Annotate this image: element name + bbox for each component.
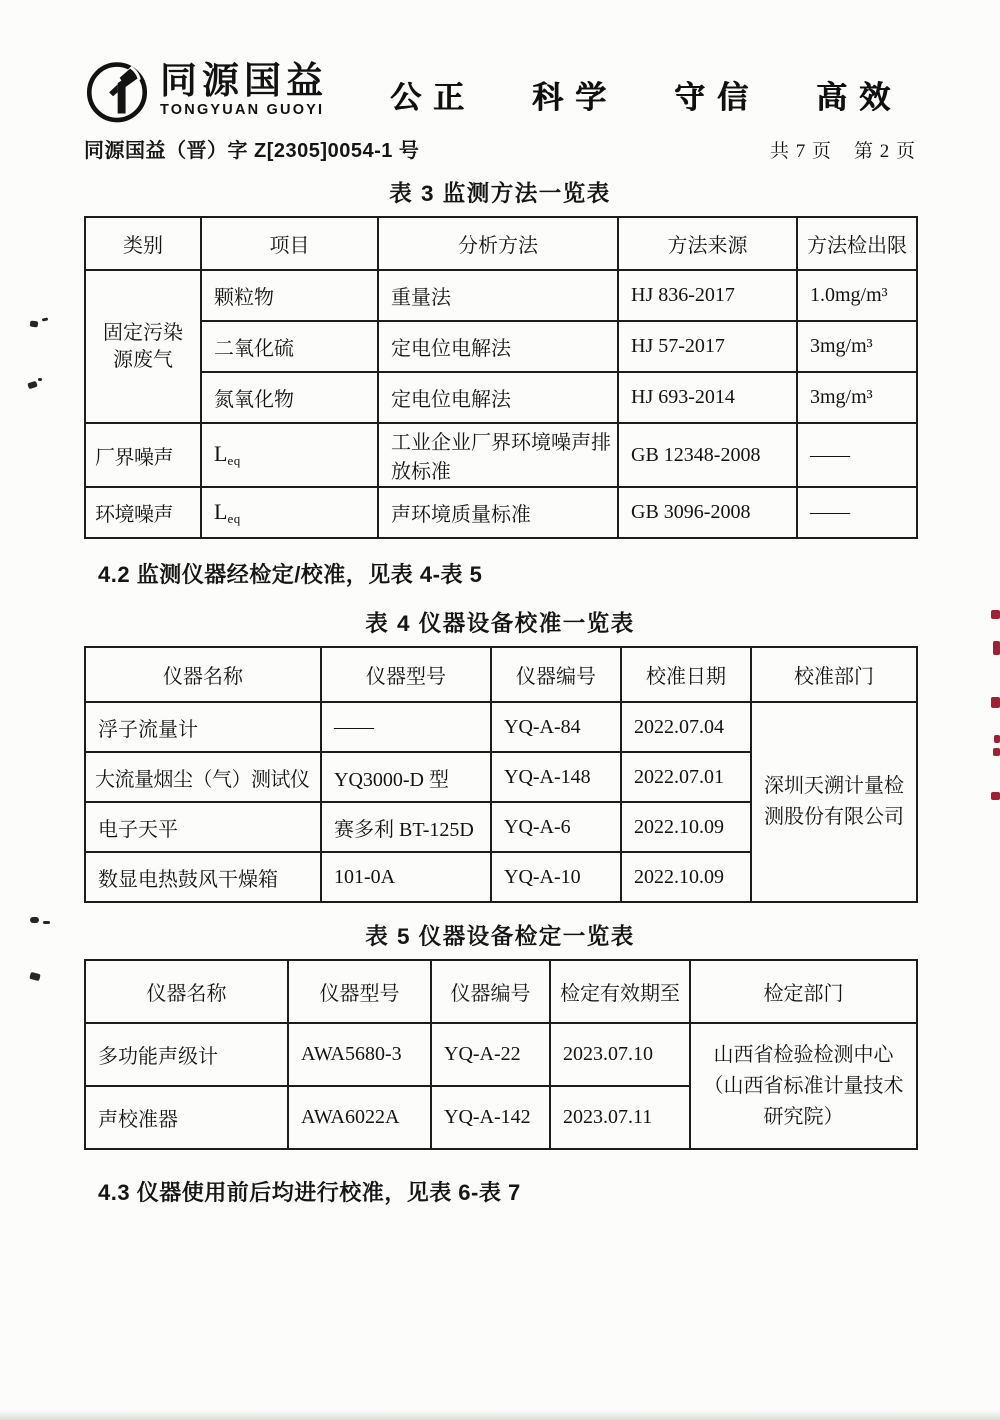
- method-cell: 定电位电解法: [378, 321, 618, 372]
- calibration-department-cell: 深圳天溯计量检 测股份有限公司: [751, 702, 917, 902]
- scan-speck: [30, 917, 39, 923]
- table-row: [85, 487, 917, 538]
- item-cell: 颗粒物: [201, 270, 378, 321]
- col-method: 分析方法: [378, 217, 618, 270]
- category-group-cell: 固定污染 源废气: [85, 270, 201, 423]
- table-row: [85, 321, 917, 372]
- scan-bottom-edge: [0, 1410, 1000, 1420]
- name-cell: 多功能声级计: [85, 1023, 288, 1086]
- report-header: [84, 58, 916, 124]
- red-stamp-fragment: [993, 748, 1000, 756]
- name-cell: 数显电热鼓风干燥箱: [85, 852, 321, 902]
- col-category: 类别: [85, 217, 201, 270]
- limit-cell: ——: [797, 487, 917, 538]
- table5-title: 表 5 仪器设备检定一览表: [365, 924, 635, 949]
- source-cell: HJ 57-2017: [618, 321, 797, 372]
- date-cell: 2022.07.01: [621, 752, 751, 802]
- sn-cell: YQ-A-6: [491, 802, 621, 852]
- source-cell: GB 12348-2008: [618, 423, 797, 487]
- limit-cell: 3mg/m³: [797, 372, 917, 423]
- date-cell: 2023.07.11: [550, 1086, 690, 1149]
- date-cell: 2022.07.04: [621, 702, 751, 752]
- scan-speck: [29, 972, 40, 981]
- brand-name-en: TONGYUAN GUOYI: [160, 102, 325, 118]
- page-current: 第 2 页: [853, 141, 916, 162]
- brand-name-cn: 同源国益: [160, 60, 328, 101]
- table-row: [85, 372, 917, 423]
- red-stamp-fragment: [994, 735, 1000, 743]
- sn-cell: YQ-A-22: [431, 1023, 550, 1086]
- method-cell: 重量法: [378, 270, 618, 321]
- table5-header-row: [85, 960, 917, 1023]
- limit-cell: ——: [797, 423, 917, 487]
- section-4-2: 4.2 监测仪器经检定/校准，见表 4-表 5: [98, 562, 483, 587]
- date-cell: 2022.10.09: [621, 802, 751, 852]
- source-cell: HJ 836-2017: [618, 270, 797, 321]
- category-cell: 厂界噪声: [85, 423, 201, 487]
- red-stamp-fragment: [991, 792, 1000, 800]
- company-logo: [84, 58, 150, 124]
- sn-cell: YQ-A-84: [491, 702, 621, 752]
- slogan-efficiency: 高效: [816, 80, 902, 115]
- name-cell: 浮子流量计: [85, 702, 321, 752]
- section-4-3: 4.3 仪器使用前后均进行校准，见表 6-表 7: [98, 1180, 521, 1205]
- param-cell: $L_{eq}$: [201, 487, 378, 538]
- scan-speck: [38, 378, 42, 381]
- doc-number: 同源国益（晋）字 Z[2305]0054-1 号: [84, 140, 420, 162]
- source-cell: GB 3096-2008: [618, 487, 797, 538]
- col-limit: 方法检出限: [797, 217, 917, 270]
- table-row: [85, 702, 917, 752]
- name-cell: 声校准器: [85, 1086, 288, 1149]
- table4-calibration-list: [84, 646, 918, 903]
- source-cell: HJ 693-2014: [618, 372, 797, 423]
- col-instrument-model: 仪器型号: [321, 647, 491, 702]
- sn-cell: YQ-A-10: [491, 852, 621, 902]
- model-cell: YQ3000-D 型: [321, 752, 491, 802]
- col-instrument-name: 仪器名称: [85, 647, 321, 702]
- table3-title: 表 3 监测方法一览表: [389, 181, 611, 206]
- slogan-fairness: 公正: [390, 80, 476, 115]
- table4-header-row: [85, 647, 917, 702]
- date-cell: 2022.10.09: [621, 852, 751, 902]
- method-cell: 定电位电解法: [378, 372, 618, 423]
- scan-speck: [27, 381, 37, 389]
- item-cell: 二氧化硫: [201, 321, 378, 372]
- scan-speck: [30, 320, 39, 327]
- name-cell: 大流量烟尘（气）测试仪: [85, 752, 321, 802]
- category-cell: 环境噪声: [85, 487, 201, 538]
- col-calibration-dept: 校准部门: [751, 647, 917, 702]
- col-instrument-model: 仪器型号: [288, 960, 431, 1023]
- red-stamp-fragment: [991, 610, 1000, 619]
- model-cell: AWA6022A: [288, 1086, 431, 1149]
- red-stamp-fragment: [991, 697, 1000, 708]
- tongyuan-circle-one-logo-icon: [84, 58, 150, 124]
- col-item: 项目: [201, 217, 378, 270]
- limit-cell: 3mg/m³: [797, 321, 917, 372]
- pages-total: 共 7 页: [769, 141, 832, 162]
- date-cell: 2023.07.10: [550, 1023, 690, 1086]
- limit-cell: 1.0mg/m³: [797, 270, 917, 321]
- table3-monitoring-methods: [84, 216, 918, 539]
- model-cell: AWA5680-3: [288, 1023, 431, 1086]
- col-verification-dept: 检定部门: [690, 960, 917, 1023]
- sn-cell: YQ-A-148: [491, 752, 621, 802]
- doc-number-line: [84, 134, 916, 163]
- slogan-science: 科学: [532, 80, 618, 115]
- col-verification-expiry: 检定有效期至: [550, 960, 690, 1023]
- table-row: [85, 1023, 917, 1086]
- red-stamp-fragment: [993, 641, 1000, 655]
- model-cell: 赛多利 BT-125D: [321, 802, 491, 852]
- sn-cell: YQ-A-142: [431, 1086, 550, 1149]
- table5-verification-list: [84, 959, 918, 1150]
- scan-speck: [42, 317, 48, 321]
- model-cell: ——: [321, 702, 491, 752]
- table-row: [85, 270, 917, 321]
- table-row: [85, 423, 917, 487]
- model-cell: 101-0A: [321, 852, 491, 902]
- table4-title: 表 4 仪器设备校准一览表: [365, 611, 635, 636]
- item-cell: 氮氧化物: [201, 372, 378, 423]
- slogan-integrity: 守信: [674, 80, 760, 115]
- page-info: [770, 136, 916, 163]
- scan-speck: [43, 921, 50, 924]
- col-instrument-sn: 仪器编号: [491, 647, 621, 702]
- col-instrument-name: 仪器名称: [85, 960, 288, 1023]
- method-cell: 工业企业厂界环境噪声排放标准: [378, 423, 618, 487]
- brand-text: [160, 58, 328, 118]
- verification-department-cell: 山西省检验检测中心 （山西省标准计量技术 研究院）: [690, 1023, 917, 1149]
- table3-header-row: [85, 217, 917, 270]
- col-calibration-date: 校准日期: [621, 647, 751, 702]
- col-source: 方法来源: [618, 217, 797, 270]
- slogan-row: [390, 58, 902, 117]
- param-cell: $L_{eq}$: [201, 423, 378, 487]
- col-instrument-sn: 仪器编号: [431, 960, 550, 1023]
- method-cell: 声环境质量标准: [378, 487, 618, 538]
- name-cell: 电子天平: [85, 802, 321, 852]
